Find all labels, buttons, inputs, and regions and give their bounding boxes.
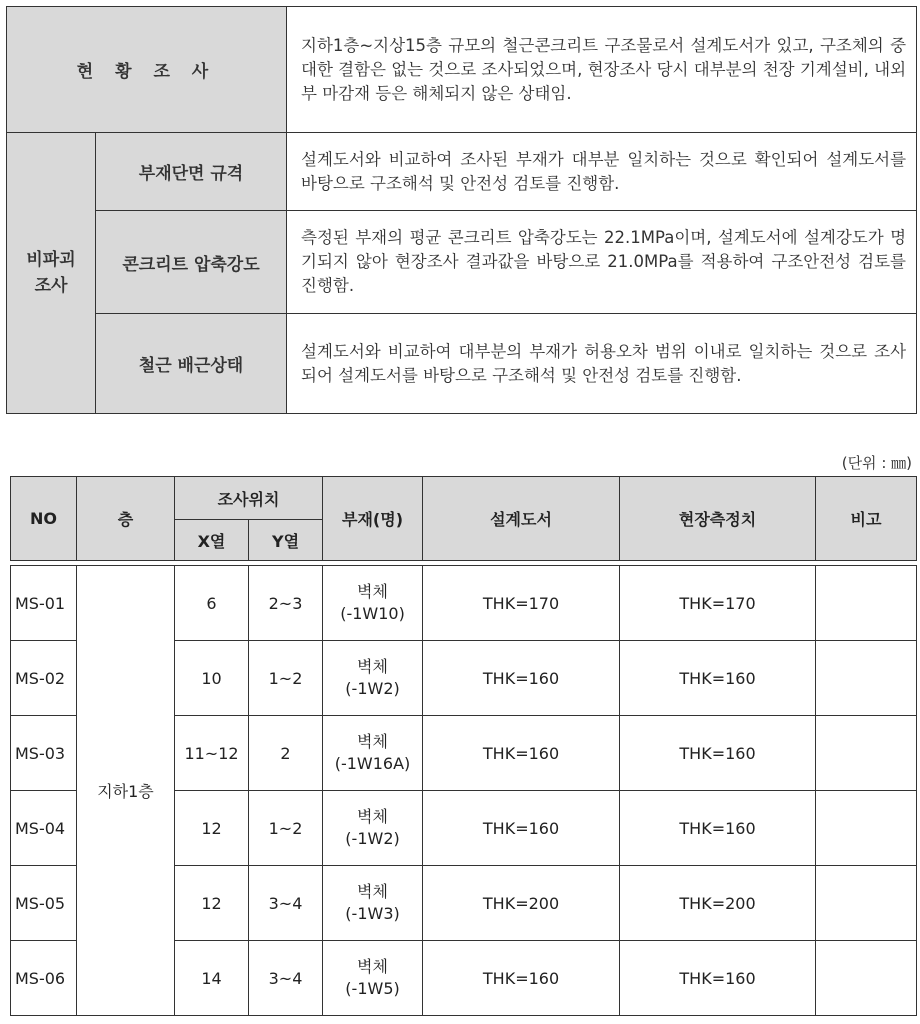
- cell-x: 10: [175, 641, 249, 716]
- cell-remark: [816, 641, 917, 716]
- member-code: (-1W16A): [334, 754, 411, 773]
- header-y: Y열: [249, 520, 323, 561]
- survey-summary-table: [6, 6, 917, 414]
- header-no: NO: [11, 477, 77, 561]
- ndt-row: [7, 314, 917, 414]
- cell-design: THK=160: [423, 641, 620, 716]
- ndt-row: [7, 211, 917, 314]
- header-row: [11, 477, 917, 520]
- cell-y: 2~3: [249, 566, 323, 641]
- ndt-item-label: 부재단면 규격: [96, 133, 287, 211]
- cell-remark: [816, 716, 917, 791]
- cell-field: THK=160: [620, 716, 816, 791]
- cell-remark: [816, 941, 917, 1016]
- cell-y: 1~2: [249, 791, 323, 866]
- cell-no: MS-01: [11, 566, 77, 641]
- ndt-item-label: 철근 배근상태: [96, 314, 287, 414]
- cell-field: THK=170: [620, 566, 816, 641]
- header-location: 조사위치: [175, 477, 323, 520]
- cell-y: 3~4: [249, 941, 323, 1016]
- member-name: 벽체: [357, 807, 388, 826]
- cell-no: MS-02: [11, 641, 77, 716]
- cell-floor: 지하1층: [77, 566, 175, 1016]
- member-name: 벽체: [357, 882, 388, 901]
- member-name: 벽체: [357, 657, 388, 676]
- cell-design: THK=160: [423, 941, 620, 1016]
- ndt-item-label: 콘크리트 압축강도: [96, 211, 287, 314]
- cell-member: [323, 866, 423, 941]
- cell-field: THK=200: [620, 866, 816, 941]
- cell-x: 6: [175, 566, 249, 641]
- cell-design: THK=160: [423, 791, 620, 866]
- cell-member: [323, 566, 423, 641]
- ndt-item-text: 설계도서와 비교하여 대부분의 부재가 허용오차 범위 이내로 일치하는 것으로 조사되어 설계도서를 바탕으로 구조해석 및 안전성 검토를 진행함.: [287, 314, 917, 414]
- member-code: (-1W2): [345, 829, 400, 848]
- member-name: 벽체: [357, 582, 388, 601]
- status-survey-text: 지하1층~지상15층 규모의 철근콘크리트 구조물로서 설계도서가 있고, 구조체의 중대한 결함은 없는 것으로 조사되었으며, 현장조사 당시 대부분의 천장 기계설비, 내외부 마감재 등은 해체되지 않은 상태임.: [287, 7, 917, 133]
- cell-member: [323, 641, 423, 716]
- cell-y: 3~4: [249, 866, 323, 941]
- member-name: 벽체: [357, 732, 388, 751]
- cell-design: THK=160: [423, 716, 620, 791]
- ndt-label: 비파괴 조사: [7, 133, 96, 414]
- cell-field: THK=160: [620, 641, 816, 716]
- cell-member: [323, 941, 423, 1016]
- cell-no: MS-05: [11, 866, 77, 941]
- unit-label: (단위 : ㎜): [841, 454, 912, 472]
- header-remark: 비고: [816, 477, 917, 561]
- cell-remark: [816, 866, 917, 941]
- member-name: 벽체: [357, 957, 388, 976]
- header-x: X열: [175, 520, 249, 561]
- cell-x: 11~12: [175, 716, 249, 791]
- ndt-item-text: 측정된 부재의 평균 콘크리트 압축강도는 22.1MPa이며, 설계도서에 설계강도가 명기되지 않아 현장조사 결과값을 바탕으로 21.0MPa를 적용하여 구조안전성 검토를 진행함.: [287, 211, 917, 314]
- cell-y: 2: [249, 716, 323, 791]
- ndt-row: [7, 133, 917, 211]
- status-survey-label: 현 황 조 사: [7, 7, 287, 133]
- cell-x: 12: [175, 866, 249, 941]
- ndt-item-text: 설계도서와 비교하여 조사된 부재가 대부분 일치하는 것으로 확인되어 설계도서를 바탕으로 구조해석 및 안전성 검토를 진행함.: [287, 133, 917, 211]
- member-code: (-1W10): [340, 604, 405, 623]
- table-row: [11, 566, 917, 641]
- cell-remark: [816, 566, 917, 641]
- header-member: 부재(명): [323, 477, 423, 561]
- cell-design: THK=200: [423, 866, 620, 941]
- cell-field: THK=160: [620, 941, 816, 1016]
- header-floor: 층: [77, 477, 175, 561]
- status-survey-row: [7, 7, 917, 133]
- cell-design: THK=170: [423, 566, 620, 641]
- cell-x: 12: [175, 791, 249, 866]
- cell-member: [323, 716, 423, 791]
- member-code: (-1W2): [345, 679, 400, 698]
- cell-field: THK=160: [620, 791, 816, 866]
- cell-no: MS-06: [11, 941, 77, 1016]
- cell-y: 1~2: [249, 641, 323, 716]
- measurement-table: [10, 476, 917, 1016]
- cell-remark: [816, 791, 917, 866]
- member-code: (-1W5): [345, 979, 400, 998]
- cell-no: MS-04: [11, 791, 77, 866]
- cell-member: [323, 791, 423, 866]
- cell-x: 14: [175, 941, 249, 1016]
- header-design: 설계도서: [423, 477, 620, 561]
- member-code: (-1W3): [345, 904, 400, 923]
- cell-no: MS-03: [11, 716, 77, 791]
- header-field: 현장측정치: [620, 477, 816, 561]
